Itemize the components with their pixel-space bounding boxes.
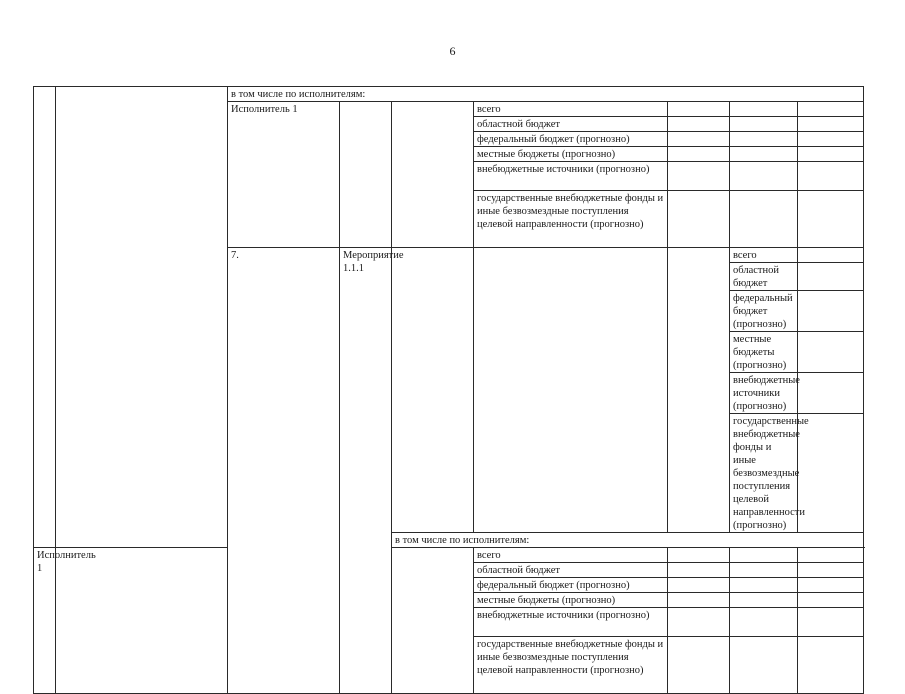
source-cell: государственные внебюджетные фонды и иные безвозмездные поступления целевой направленности (прогнозно) (730, 414, 798, 533)
value-cell (668, 117, 730, 132)
empty-cell (340, 102, 392, 248)
value-cell (798, 373, 864, 414)
source-cell: областной бюджет (474, 563, 668, 578)
executor-cell: Исполнитель 1 (34, 548, 56, 694)
value-cell (668, 102, 730, 117)
value-cell (798, 132, 864, 147)
value-cell (798, 332, 864, 373)
value-cell (798, 248, 864, 263)
value-cell (798, 147, 864, 162)
value-cell (668, 162, 730, 191)
source-cell: местные бюджеты (прогнозно) (474, 593, 668, 608)
value-cell (730, 102, 798, 117)
source-cell: внебюджетные источники (прогнозно) (474, 608, 668, 637)
value-cell (730, 132, 798, 147)
by-executors-label: в том числе по исполнителям: (228, 87, 864, 102)
source-cell: всего (474, 102, 668, 117)
value-cell (798, 414, 864, 533)
value-cell (668, 578, 730, 593)
value-cell (730, 563, 798, 578)
budget-table (33, 86, 864, 694)
value-cell (798, 637, 864, 694)
value-cell (730, 117, 798, 132)
value-cell (798, 191, 864, 248)
value-cell (668, 637, 730, 694)
empty-cell (392, 102, 474, 248)
page-number: 6 (449, 44, 456, 58)
source-cell: государственные внебюджетные фонды и иные безвозмездные поступления целевой направленности (прогнозно) (474, 637, 668, 694)
source-cell: федеральный бюджет (прогнозно) (474, 132, 668, 147)
source-cell: местные бюджеты (прогнозно) (474, 147, 668, 162)
source-cell: местные бюджеты (прогнозно) (730, 332, 798, 373)
value-cell (668, 132, 730, 147)
empty-cell (392, 248, 474, 533)
value-cell (668, 593, 730, 608)
value-cell (798, 593, 864, 608)
source-cell: областной бюджет (730, 263, 798, 291)
value-cell (668, 147, 730, 162)
value-cell (798, 102, 864, 117)
value-cell (798, 563, 864, 578)
value-cell (668, 608, 730, 637)
value-cell (798, 608, 864, 637)
value-cell (730, 637, 798, 694)
executor-cell: Исполнитель 1 (228, 102, 340, 248)
by-executors-label: в том числе по исполнителям: (392, 533, 864, 548)
value-cell (798, 291, 864, 332)
empty-cell (392, 548, 474, 694)
source-cell: внебюджетные источники (прогнозно) (474, 162, 668, 191)
source-cell: внебюджетные источники (прогнозно) (730, 373, 798, 414)
value-cell (668, 548, 730, 563)
empty-cell (56, 548, 228, 694)
source-cell: областной бюджет (474, 117, 668, 132)
value-cell (730, 548, 798, 563)
name-cell (56, 87, 228, 548)
value-cell (798, 162, 864, 191)
source-cell: государственные внебюджетные фонды и иные безвозмездные поступления целевой направленности (прогнозно) (474, 191, 668, 248)
source-cell: всего (730, 248, 798, 263)
source-cell: всего (474, 548, 668, 563)
source-cell: федеральный бюджет (прогнозно) (730, 291, 798, 332)
value-cell (730, 162, 798, 191)
value-cell (730, 578, 798, 593)
value-cell (798, 263, 864, 291)
value-cell (730, 191, 798, 248)
value-cell (730, 608, 798, 637)
value-cell (798, 578, 864, 593)
value-cell (668, 563, 730, 578)
row-number: 7. (228, 248, 340, 694)
empty-cell (668, 248, 730, 533)
num-cell (34, 87, 56, 548)
value-cell (798, 548, 864, 563)
value-cell (798, 117, 864, 132)
value-cell (730, 593, 798, 608)
source-cell: федеральный бюджет (прогнозно) (474, 578, 668, 593)
value-cell (668, 191, 730, 248)
value-cell (730, 147, 798, 162)
empty-cell (474, 248, 668, 533)
measure-name: Мероприятие 1.1.1 (340, 248, 392, 694)
